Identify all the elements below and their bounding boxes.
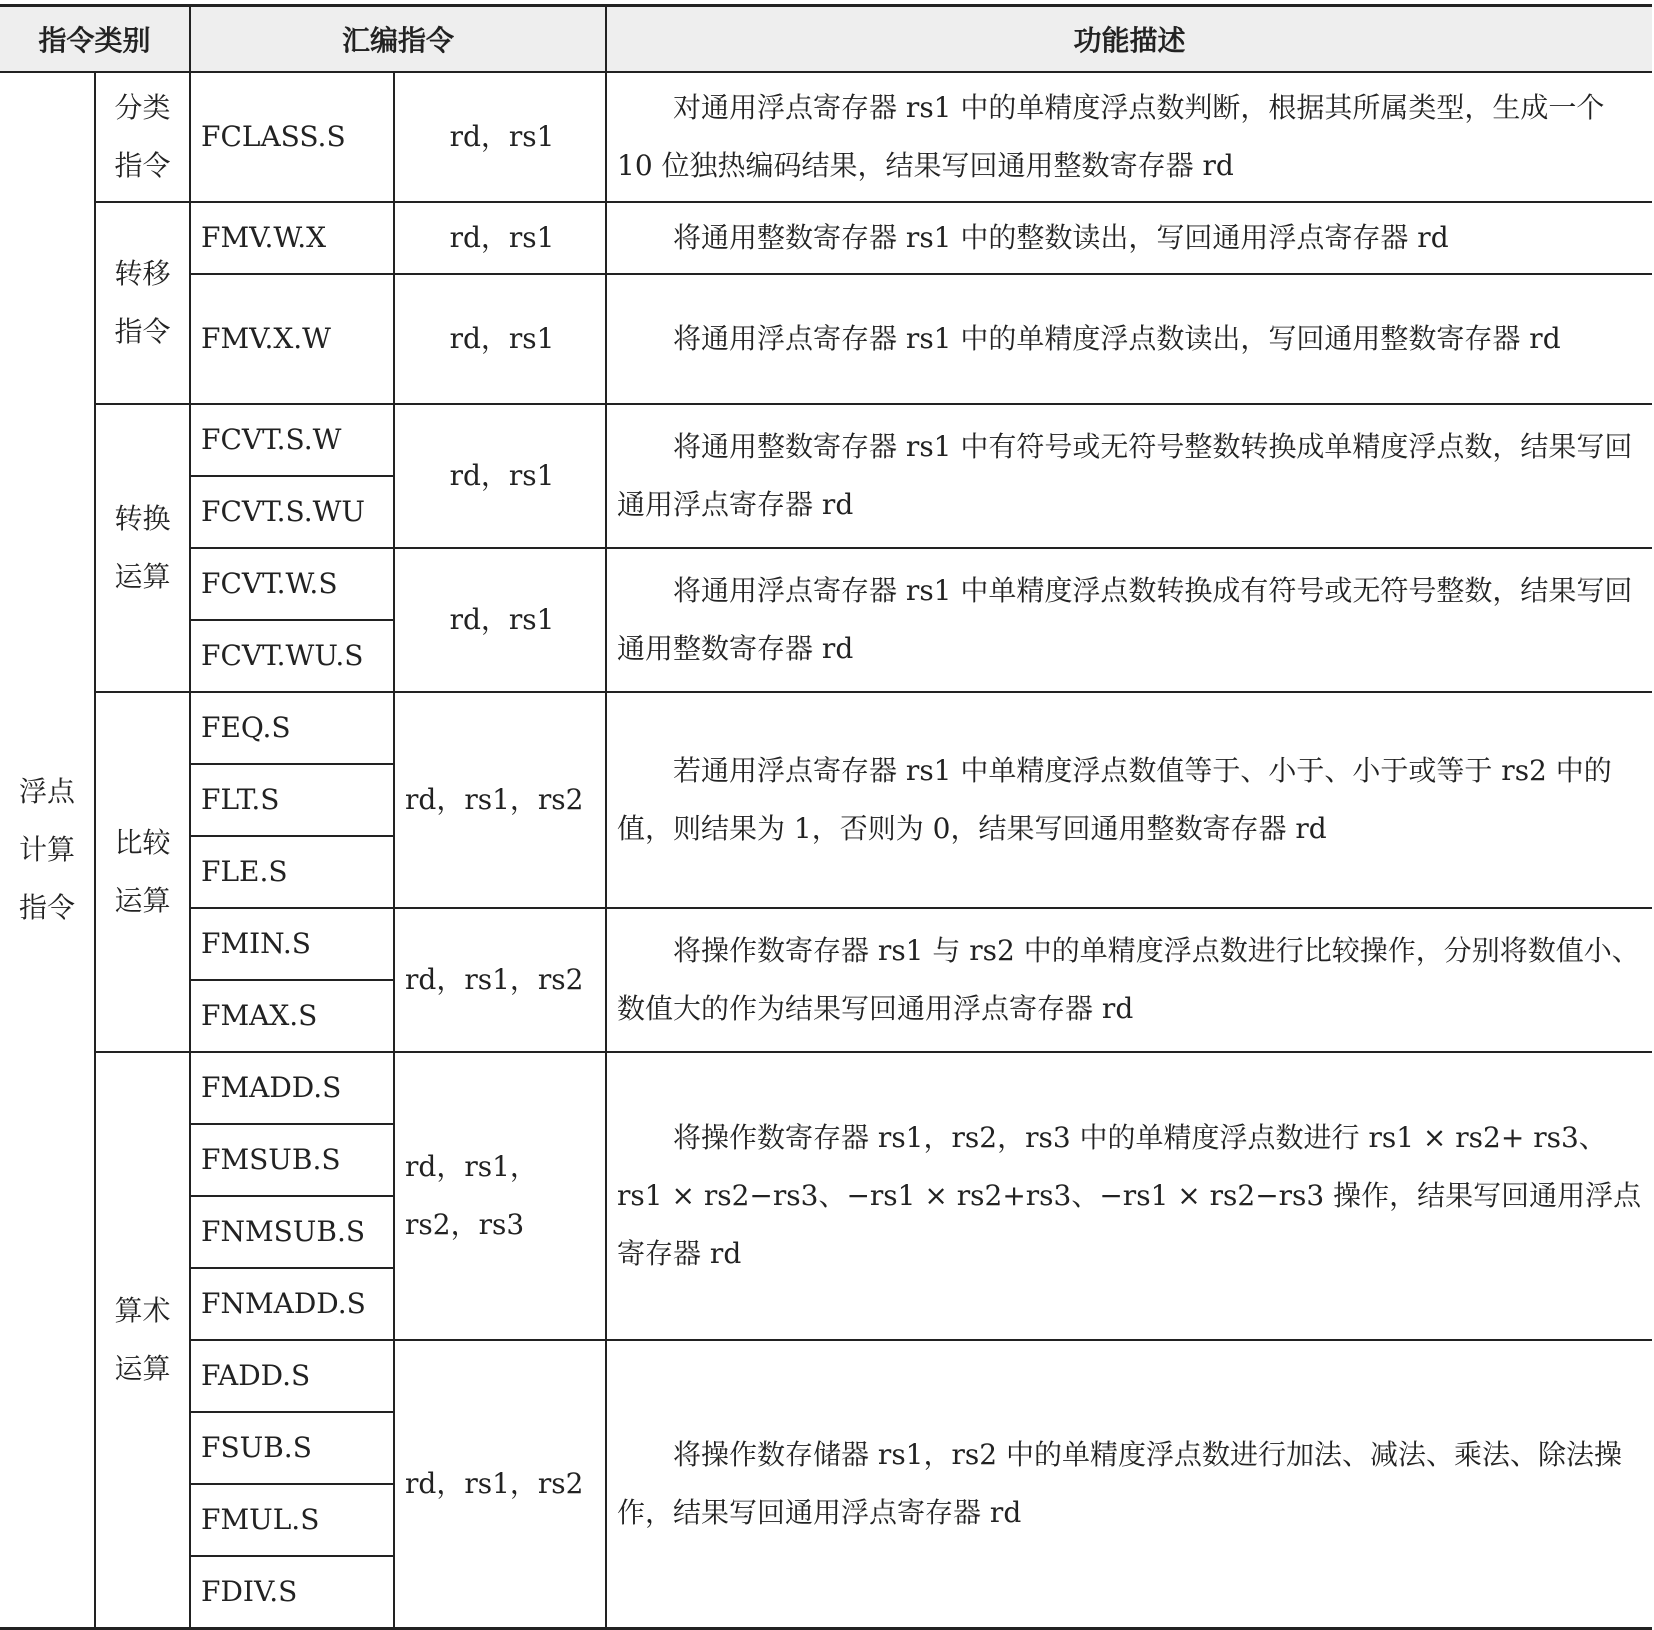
operands: rd，rs1，rs2，rs3 [394,1052,606,1340]
header-category: 指令类别 [0,6,190,73]
header-assembly: 汇编指令 [190,6,606,73]
operands: rd，rs1，rs2 [394,1340,606,1629]
description: 将操作数存储器 rs1，rs2 中的单精度浮点数进行加法、减法、乘法、除法操作，结果写回通用浮点寄存器 rd [606,1340,1652,1629]
operands: rd，rs1，rs2 [394,692,606,908]
description: 将操作数寄存器 rs1 与 rs2 中的单精度浮点数进行比较操作，分别将数值小、数值大的作为结果写回通用浮点寄存器 rd [606,908,1652,1052]
instruction-name: FMV.W.X [190,202,394,274]
operands: rd，rs1 [394,548,606,692]
description: 将通用浮点寄存器 rs1 中单精度浮点数转换成有符号或无符号整数，结果写回通用整数寄存器 rd [606,548,1652,692]
instruction-name: FADD.S [190,1340,394,1412]
description: 若通用浮点寄存器 rs1 中单精度浮点数值等于、小于、小于或等于 rs2 中的值，则结果为 1，否则为 0，结果写回通用整数寄存器 rd [606,692,1652,908]
instruction-name: FNMSUB.S [190,1196,394,1268]
operands: rd，rs1 [394,202,606,274]
table-row [0,404,1652,476]
group-arith: 算术运算 [95,1052,190,1629]
table-row [0,692,1652,764]
table-row [0,908,1652,980]
instruction-name: FMADD.S [190,1052,394,1124]
instruction-name: FCLASS.S [190,72,394,202]
operands: rd，rs1 [394,72,606,202]
instruction-name: FNMADD.S [190,1268,394,1340]
description: 将通用浮点寄存器 rs1 中的单精度浮点数读出，写回通用整数寄存器 rd [606,274,1652,404]
instruction-name: FSUB.S [190,1412,394,1484]
group-classify: 分类指令 [95,72,190,202]
instruction-name: FDIV.S [190,1556,394,1629]
instruction-name: FLE.S [190,836,394,908]
header-row [0,6,1652,73]
table-row [0,1052,1652,1124]
table-row [0,274,1652,404]
description: 将通用整数寄存器 rs1 中的整数读出，写回通用浮点寄存器 rd [606,202,1652,274]
operands: rd，rs1 [394,404,606,548]
description: 对通用浮点寄存器 rs1 中的单精度浮点数判断，根据其所属类型，生成一个 10 位独热编码结果，结果写回通用整数寄存器 rd [606,72,1652,202]
header-description: 功能描述 [606,6,1652,73]
main-category: 浮点计算指令 [0,72,95,1629]
instruction-name: FMV.X.W [190,274,394,404]
instruction-name: FMUL.S [190,1484,394,1556]
instruction-name: FCVT.S.WU [190,476,394,548]
instruction-table [0,4,1652,1630]
table-row [0,1340,1652,1412]
group-move: 转移指令 [95,202,190,404]
instruction-name: FLT.S [190,764,394,836]
instruction-name: FCVT.W.S [190,548,394,620]
instruction-name: FMSUB.S [190,1124,394,1196]
table-row [0,202,1652,274]
group-compare: 比较运算 [95,692,190,1052]
instruction-name: FMAX.S [190,980,394,1052]
instruction-name: FEQ.S [190,692,394,764]
table-row [0,548,1652,620]
instruction-name: FCVT.S.W [190,404,394,476]
operands: rd，rs1，rs2 [394,908,606,1052]
instruction-name: FMIN.S [190,908,394,980]
instruction-name: FCVT.WU.S [190,620,394,692]
operands: rd，rs1 [394,274,606,404]
description: 将通用整数寄存器 rs1 中有符号或无符号整数转换成单精度浮点数，结果写回通用浮点寄存器 rd [606,404,1652,548]
description: 将操作数寄存器 rs1，rs2，rs3 中的单精度浮点数进行 rs1 × rs2+ rs3、rs1 × rs2−rs3、−rs1 × rs2+rs3、−rs1 × rs2−rs3 操作，结果写回通用浮点寄存器 rd [606,1052,1652,1340]
group-convert: 转换运算 [95,404,190,692]
table-row [0,72,1652,202]
